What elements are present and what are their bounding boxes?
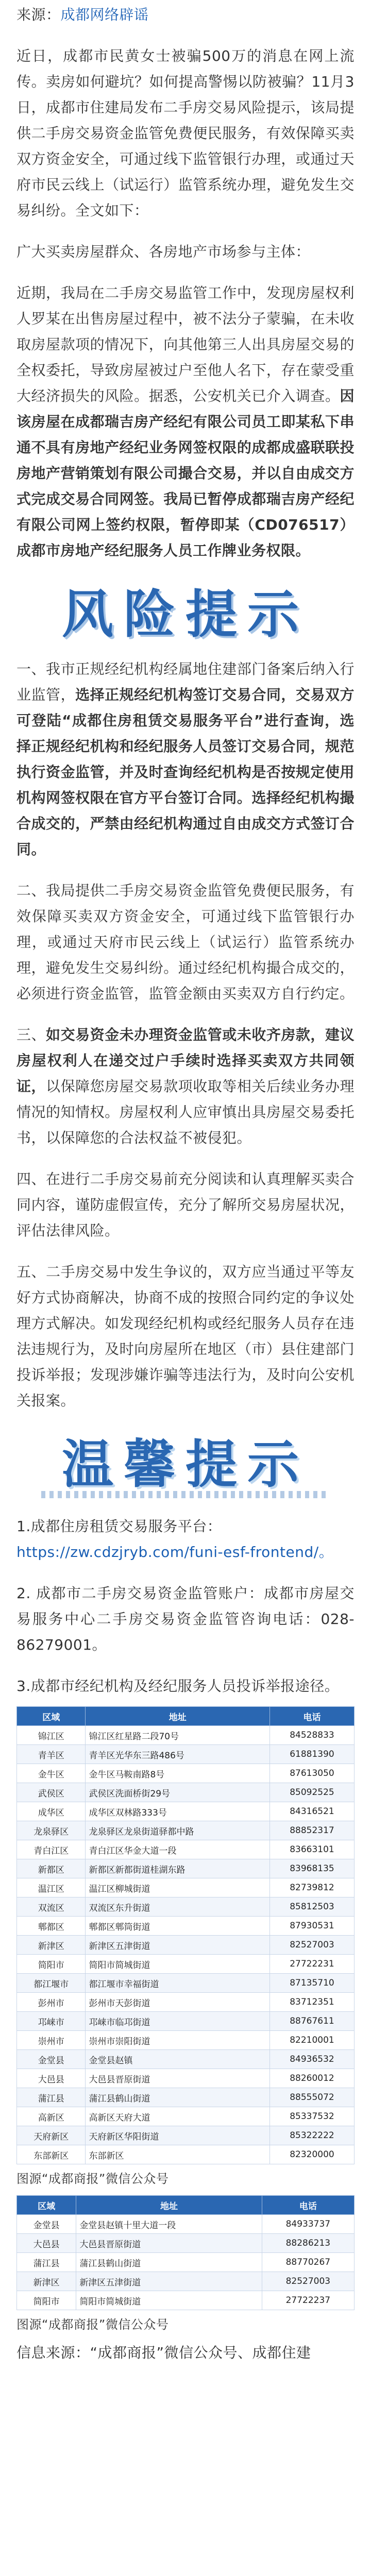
- table-row: [17, 1936, 355, 1955]
- cell-region: 锦江区: [17, 1726, 86, 1745]
- cell-region: 崇州市: [17, 2031, 86, 2050]
- risk-item-1: [0, 656, 371, 862]
- complaint-table: [16, 1706, 355, 2164]
- cell-address: 东部新区: [86, 2145, 270, 2164]
- table-row: [17, 2272, 355, 2291]
- cell-address: 新津区五津街道: [76, 2272, 262, 2291]
- footer-source: 信息来源：“成都商报”微信公众号、成都住建: [16, 2344, 311, 2361]
- cell-region: 新津区: [17, 2272, 76, 2291]
- risk-item-3-post: 以保障您房屋交易款项收取等相关后续业务办理情况的知情权。房屋权利人应审慎出具房屋交易委托书，以保障您的合法权益不被侵犯。: [16, 1078, 355, 1146]
- case-normal: 近期，我局在二手房交易监管工作中，发现房屋权利人罗某在出售房屋过程中，被不法分子蒙骗，在未收取房屋款项的情况下，向其他第三人出具房屋交易的全权委托，导致房屋被过户至他人名下，存在蒙受重大经济损失的风险。据悉，公安机关已介入调查。: [16, 284, 355, 404]
- cell-address: 都江堰市幸福街道: [86, 1974, 270, 1993]
- case-bold: 因该房屋在成都瑞吉房产经纪有限公司员工即某私下串通不具有房地产经纪业务网签权限的成都成盛联联投房地产营销策划有限公司撮合交易，并以自由成交方式完成交易合同网签。我局已暂停成都瑞吉房产经纪有限公司网上签约权限，暂停即某（CD076517）成都市房地产经纪服务人员工作牌业务权限。: [16, 387, 355, 559]
- cell-phone: 87930531: [269, 1917, 354, 1936]
- table-row: [17, 2253, 355, 2272]
- cell-phone: 84936532: [269, 2050, 354, 2069]
- complaint-table-2: [16, 2195, 355, 2310]
- cell-region: 简阳市: [17, 1955, 86, 1974]
- cell-region: 金牛区: [17, 1764, 86, 1783]
- cell-region: 蒲江县: [17, 2253, 76, 2272]
- cell-address: 青白江区华金大道一段: [86, 1840, 270, 1859]
- table-row: [17, 2050, 355, 2069]
- table-row: [17, 1840, 355, 1859]
- cell-region: 蒲江县: [17, 2088, 86, 2107]
- table-row: [17, 2145, 355, 2164]
- cell-address: 简阳市简城街道: [76, 2291, 262, 2310]
- table2-caption: 图源“成都商报”微信公众号: [16, 2317, 169, 2332]
- source-link[interactable]: 成都网络辟谣: [60, 6, 149, 23]
- complaint-table-body: [17, 1726, 355, 2164]
- header2-address: 地址: [76, 2196, 262, 2215]
- header2-phone: 电话: [262, 2196, 354, 2215]
- table-row: [17, 1745, 355, 1764]
- complaint-table-2-header: [17, 2196, 355, 2215]
- cell-phone: 82739812: [269, 1878, 354, 1897]
- cell-phone: 83968135: [269, 1859, 354, 1878]
- cell-phone: 82527003: [262, 2272, 354, 2291]
- table-row: [17, 1821, 355, 1840]
- cell-phone: 87613050: [269, 1764, 354, 1783]
- cell-address: 新都区新都街道桂湖东路: [86, 1859, 270, 1878]
- cell-phone: 82320000: [269, 2145, 354, 2164]
- tip-1-url[interactable]: https://zw.cdzjryb.com/funi-esf-frontend/。: [16, 1544, 334, 1561]
- cell-region: 都江堰市: [17, 1974, 86, 1993]
- cell-address: 邛崃市临邛街道: [86, 2012, 270, 2031]
- cell-region: 金堂县: [17, 2215, 76, 2234]
- header-phone: 电话: [269, 1707, 354, 1726]
- cell-phone: 84933737: [262, 2215, 354, 2234]
- tip-1: [0, 1514, 371, 1565]
- risk-banner: [41, 579, 330, 645]
- cell-address: 青羊区光华东三路486号: [86, 1745, 270, 1764]
- source-prefix: 来源：: [16, 6, 61, 23]
- cell-region: 简阳市: [17, 2291, 76, 2310]
- risk-item-2: 二、我局提供二手房交易资金监管免费便民服务，有效保障买卖双方资金安全，可通过线下监管银行办理，或通过天府市民云线上（试运行）监管系统办理，避免发生交易纠纷。通过经纪机构撮合成交的，必须进行资金监管，监管金额由买卖双方自行约定。: [16, 882, 355, 1002]
- cell-phone: 83712351: [269, 1993, 354, 2012]
- cell-address: 武侯区洗面桥街29号: [86, 1783, 270, 1802]
- warm-banner-underline: [41, 1491, 330, 1498]
- cell-region: 郫都区: [17, 1917, 86, 1936]
- cell-region: 大邑县: [17, 2069, 86, 2088]
- table-row: [17, 2069, 355, 2088]
- table-row: [17, 2031, 355, 2050]
- cell-address: 天府新区华阳街道: [86, 2126, 270, 2145]
- cell-phone: 85322222: [269, 2126, 354, 2145]
- risk-item-3: [0, 1022, 371, 1151]
- table-row: [17, 1993, 355, 2012]
- cell-region: 新津区: [17, 1936, 86, 1955]
- cell-address: 金堂县赵镇: [86, 2050, 270, 2069]
- cell-phone: 87135710: [269, 1974, 354, 1993]
- cell-address: 新津区五津街道: [86, 1936, 270, 1955]
- cell-address: 金堂县赵镇十里大道一段: [76, 2215, 262, 2234]
- cell-phone: 27722231: [269, 1955, 354, 1974]
- cell-address: 高新区天府大道: [86, 2107, 270, 2126]
- cell-region: 温江区: [17, 1878, 86, 1897]
- table-row: [17, 1802, 355, 1821]
- risk-banner-title: 风险提示: [62, 584, 309, 645]
- cell-address: 成华区双林路333号: [86, 1802, 270, 1821]
- cell-phone: 84528833: [269, 1726, 354, 1745]
- warm-banner: [41, 1429, 330, 1495]
- cell-phone: 85092525: [269, 1783, 354, 1802]
- warm-banner-title: 温馨提示: [62, 1434, 309, 1495]
- risk-item-3-bold: 如交易资金未办理资金监管或未收齐房款，建议房屋权利人在递交过户手续时选择买卖双方共同领证，: [16, 1026, 355, 1095]
- cell-region: 邛崃市: [17, 2012, 86, 2031]
- table-row: [17, 1726, 355, 1745]
- cell-phone: 88852317: [269, 1821, 354, 1840]
- cell-phone: 85337532: [269, 2107, 354, 2126]
- table-row: [17, 2215, 355, 2234]
- cell-address: 简阳市简城街道: [86, 1955, 270, 1974]
- cell-address: 金牛区马鞍南路8号: [86, 1764, 270, 1783]
- cell-phone: 84316521: [269, 1802, 354, 1821]
- cell-region: 青白江区: [17, 1840, 86, 1859]
- cell-phone: 88555072: [269, 2088, 354, 2107]
- table-row: [17, 2234, 355, 2253]
- cell-region: 金堂县: [17, 2050, 86, 2069]
- table-row: [17, 1783, 355, 1802]
- cell-phone: 88260012: [269, 2069, 354, 2088]
- cell-phone: 88286213: [262, 2234, 354, 2253]
- table-row: [17, 1878, 355, 1897]
- header-address: 地址: [86, 1707, 270, 1726]
- cell-address: 龙泉驿区龙泉街道驿都中路: [86, 1821, 270, 1840]
- cell-region: 高新区: [17, 2107, 86, 2126]
- risk-item-1-text: 一、我市正规经纪机构经属地住建部门备案后纳入行业监管，: [16, 660, 355, 703]
- cell-phone: 88770267: [262, 2253, 354, 2272]
- cell-address: 温江区柳城街道: [86, 1878, 270, 1897]
- cell-phone: 82527003: [269, 1936, 354, 1955]
- table-row: [17, 1917, 355, 1936]
- cell-phone: 27722237: [262, 2291, 354, 2310]
- cell-address: 蒲江县鹤山街道: [76, 2253, 262, 2272]
- cell-region: 大邑县: [17, 2234, 76, 2253]
- risk-item-1-bold: 选择正规经纪机构签订交易合同，交易双方可登陆“成都住房租赁交易服务平台”进行查询，选择正规经纪机构和经纪服务人员签订交易合同，规范执行资金监管，并及时查询经纪机构是否按规定使用机构网签权限在官方平台签订合同。选择经纪机构撮合成交的，严禁由经纪机构通过自由成交方式签订合同。: [16, 686, 355, 858]
- table-row: [17, 2291, 355, 2310]
- tip-2: 2. 成都市二手房交易资金监管账户：成都市房屋交易服务中心二手房交易资金监管咨询电话：028-86279001。: [16, 1585, 355, 1653]
- table-row: [17, 1955, 355, 1974]
- complaint-table-header: [17, 1707, 355, 1726]
- cell-address: 郫都区郫筒街道: [86, 1917, 270, 1936]
- cell-region: 彭州市: [17, 1993, 86, 2012]
- cell-address: 双流区东升街道: [86, 1897, 270, 1917]
- cell-region: 新都区: [17, 1859, 86, 1878]
- table-row: [17, 1859, 355, 1878]
- complaint-table-2-body: [17, 2215, 355, 2310]
- cell-region: 双流区: [17, 1897, 86, 1917]
- cell-address: 崇州市崇阳街道: [86, 2031, 270, 2050]
- case-paragraph: [0, 280, 371, 564]
- cell-phone: 83663101: [269, 1840, 354, 1859]
- cell-region: 武侯区: [17, 1783, 86, 1802]
- source-line: [0, 0, 371, 28]
- header-region: 区域: [17, 1707, 86, 1726]
- cell-region: 天府新区: [17, 2126, 86, 2145]
- intro-paragraph: 近日，成都市民黄女士被骗500万的消息在网上流传。卖房如何避坑？如何提高警惕以防被骗？11月3日，成都市住建局发布二手房交易风险提示，该局提供二手房交易资金监管免费便民服务，有效保障买卖双方资金安全，可通过线下监管银行办理，或通过天府市民云线上（试运行）监管系统办理，避免发生交易纠纷。全文如下：: [16, 47, 355, 219]
- risk-item-5: 五、二手房交易中发生争议的，双方应当通过平等友好方式协商解决，协商不成的按照合同约定的争议处理方式解决。如发现经纪机构或经纪服务人员存在违法违规行为，及时向房屋所在地区（市）县住建部门投诉举报；发现涉嫌诈骗等违法行为，及时向公安机关报案。: [16, 1263, 355, 1409]
- table-row: [17, 2012, 355, 2031]
- cell-region: 龙泉驿区: [17, 1821, 86, 1840]
- table1-caption: 图源“成都商报”微信公众号: [16, 2172, 169, 2186]
- risk-item-4: 四、在进行二手房交易前充分阅读和认真理解买卖合同内容，谨防虚假宣传，充分了解所交易房屋状况，评估法律风险。: [16, 1171, 355, 1239]
- table-row: [17, 1764, 355, 1783]
- table-row: [17, 2107, 355, 2126]
- cell-region: 青羊区: [17, 1745, 86, 1764]
- cell-phone: 85812503: [269, 1897, 354, 1917]
- cell-address: 大邑县晋原街道: [86, 2069, 270, 2088]
- cell-phone: 82210001: [269, 2031, 354, 2050]
- header2-region: 区域: [17, 2196, 76, 2215]
- table-row: [17, 1974, 355, 1993]
- cell-region: 成华区: [17, 1802, 86, 1821]
- table-row: [17, 1897, 355, 1917]
- cell-address: 大邑县晋原街道: [76, 2234, 262, 2253]
- salutation: 广大买卖房屋群众、各房地产市场参与主体：: [16, 243, 311, 260]
- cell-phone: 88767611: [269, 2012, 354, 2031]
- cell-address: 彭州市天彭街道: [86, 1993, 270, 2012]
- cell-address: 蒲江县鹤山街道: [86, 2088, 270, 2107]
- cell-address: 锦江区红星路二段70号: [86, 1726, 270, 1745]
- cell-region: 东部新区: [17, 2145, 86, 2164]
- cell-phone: 61881390: [269, 1745, 354, 1764]
- table-row: [17, 2126, 355, 2145]
- tip-1-label: 1.成都住房租赁交易服务平台：: [16, 1518, 222, 1535]
- table-row: [17, 2088, 355, 2107]
- tip-3: 3.成都市经纪机构及经纪服务人员投诉举报途径。: [16, 1677, 340, 1694]
- risk-item-3-text: 三、: [16, 1026, 46, 1043]
